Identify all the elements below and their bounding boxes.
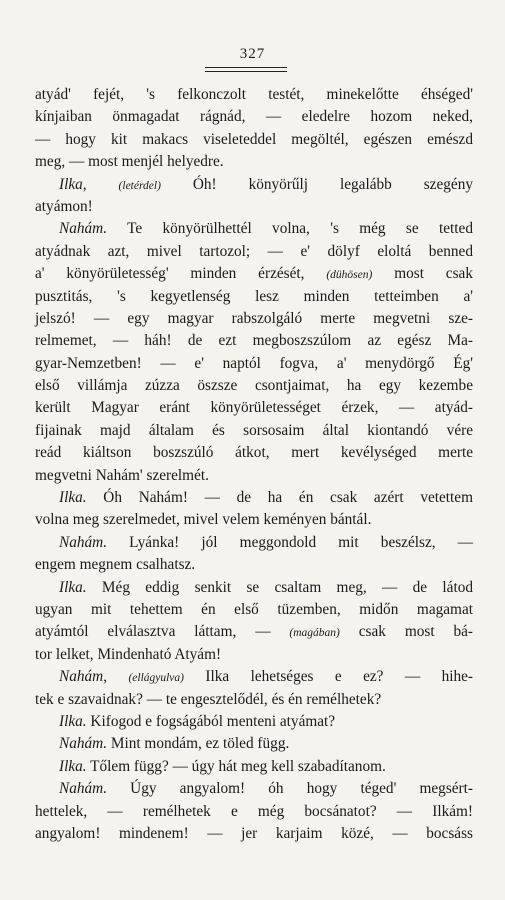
dialogue-text: most csak bbox=[372, 265, 473, 283]
speaker-name: Ilka. bbox=[59, 757, 87, 775]
text-line bbox=[35, 151, 473, 173]
text-line bbox=[35, 286, 473, 308]
text-line bbox=[35, 465, 473, 487]
dialogue-text: Óh! könyörűlj legalább szegény bbox=[160, 175, 473, 193]
stage-direction: (dühösen) bbox=[326, 269, 373, 282]
text-line bbox=[35, 397, 473, 419]
text-line bbox=[35, 599, 473, 621]
dialogue-text: gyar-Nemzetben! — e' naptól fogva, a' menydörgő Ég' bbox=[35, 354, 473, 372]
dialogue-text: engem megnem csalhatsz. bbox=[35, 556, 196, 574]
dialogue-text: Te könyörülhettél volna, 's még se tetted bbox=[107, 220, 473, 238]
dialogue-text: megvetni Nahám' szerelmét. bbox=[35, 466, 209, 484]
text-line bbox=[35, 308, 473, 330]
speaker-name: Nahám. bbox=[59, 533, 108, 551]
dialogue-text: fijainak majd általam és sorsosaim által kiontandó vére bbox=[35, 421, 473, 439]
speaker-name: Ilka. bbox=[59, 712, 87, 730]
text-line bbox=[35, 487, 473, 509]
dialogue-text: — hogy kit makacs viseleteddel megöltél, egészen emészd bbox=[35, 130, 473, 148]
dialogue-text: Ilka lehetséges e ez? — hihe- bbox=[184, 668, 473, 686]
text-line bbox=[35, 353, 473, 375]
stage-direction: (ellágyulva) bbox=[128, 672, 184, 685]
text-line bbox=[35, 330, 473, 352]
text-line bbox=[35, 801, 473, 823]
text-line bbox=[35, 129, 473, 151]
dialogue-text: első villámja zúzza öszsze csontjaimat, ha egy kezembe bbox=[35, 377, 473, 395]
text-line bbox=[35, 711, 473, 733]
dialogue-text: Lyánka! jól meggondold mit beszélsz, — bbox=[107, 533, 473, 551]
dialogue-text: atyámon! bbox=[35, 197, 93, 215]
dialogue-text: a' könyörületesség' minden érzését, bbox=[35, 265, 327, 283]
text-line bbox=[35, 666, 473, 688]
dialogue-text: Úgy angyalom! óh hogy téged' megsért- bbox=[107, 780, 473, 798]
dialogue-text: jelszó! — egy magyar rabszolgáló merte megvetni sze- bbox=[35, 309, 473, 327]
text-line bbox=[35, 442, 473, 464]
text-line bbox=[35, 733, 473, 755]
speaker-name: Nahám, bbox=[59, 668, 129, 686]
dialogue-text: került Magyar eránt könyörületességet érzek, — atyád- bbox=[35, 399, 473, 417]
dialogue-text: kínjaiban önmagadat rágnád, — eledelre hozom neked, bbox=[35, 108, 473, 126]
text-line bbox=[35, 823, 473, 845]
text-line bbox=[35, 532, 473, 554]
dialogue-text: Még eddig senkit se csaltam meg, — de látod bbox=[86, 578, 473, 596]
dialogue-text: hettelek, — remélhetek e még bocsánatot? — Ilkám! bbox=[35, 802, 473, 820]
dialogue-text: Óh Nahám! — de ha én csak azért vetettem bbox=[86, 489, 473, 507]
dialogue-text: Mint mondám, ez töled függ. bbox=[107, 735, 290, 753]
text-line bbox=[35, 621, 473, 643]
text-line bbox=[35, 241, 473, 263]
text-line bbox=[35, 644, 473, 666]
header-rule-thin bbox=[205, 71, 287, 72]
dialogue-text: tek e szavaidnak? — te engesztelődél, és én remélhetek? bbox=[35, 690, 382, 708]
dialogue-text: volna meg szerelmedet, mivel velem keményen bántál. bbox=[35, 511, 372, 529]
dialogue-text: atyád' fejét, 's felkonczolt testét, minekelőtte éhséged' bbox=[35, 86, 473, 103]
dialogue-text: Kifogod e fogságából menteni atyámat? bbox=[86, 712, 336, 730]
text-line bbox=[35, 689, 473, 711]
text-line bbox=[35, 218, 473, 240]
text-line bbox=[35, 84, 473, 106]
speaker-name: Ilka. bbox=[59, 489, 87, 507]
dialogue-text: relmemet, — háh! de ezt megboszszúlom az egész Ma- bbox=[35, 332, 473, 350]
stage-direction: (magában) bbox=[289, 627, 340, 640]
dialogue-text: meg, — most menjél helyedre. bbox=[35, 153, 224, 171]
text-line bbox=[35, 106, 473, 128]
text-line bbox=[35, 420, 473, 442]
play-text bbox=[35, 84, 473, 845]
dialogue-text: reád kiáltson boszszúló átkot, mert kevélységed merte bbox=[35, 444, 473, 462]
header-rule bbox=[205, 67, 287, 68]
speaker-name: Nahám. bbox=[59, 735, 108, 753]
dialogue-text: Tőlem függ? — úgy hát meg kell szabadítanom. bbox=[86, 757, 386, 775]
speaker-name: Ilka, bbox=[59, 175, 119, 193]
speaker-name: Nahám. bbox=[59, 220, 108, 238]
text-line bbox=[35, 375, 473, 397]
dialogue-text: tor lelket, Mindenható Atyám! bbox=[35, 645, 222, 663]
text-line bbox=[35, 263, 473, 285]
page-number: 327 bbox=[239, 46, 266, 62]
text-line bbox=[35, 509, 473, 531]
dialogue-text: csak most bá- bbox=[339, 623, 473, 641]
dialogue-text: ugyan mit tehettem én első tüzemben, midőn magamat bbox=[35, 600, 473, 618]
text-line bbox=[35, 756, 473, 778]
stage-direction: (letérdel) bbox=[118, 179, 161, 192]
dialogue-text: angyalom! mindenem! — jer karjaim közé, — bocsáss bbox=[35, 824, 473, 842]
dialogue-text: pusztitás, 's kegyetlenség lesz minden tetteimben a' bbox=[35, 287, 473, 305]
speaker-name: Ilka. bbox=[59, 578, 87, 596]
speaker-name: Nahám. bbox=[59, 780, 108, 798]
text-line bbox=[35, 174, 473, 196]
dialogue-text: atyámtól elválasztva láttam, — bbox=[35, 623, 290, 641]
dialogue-text: atyádnak azt, mivel tartozol; — e' dölyf eloltá benned bbox=[35, 242, 473, 260]
text-line bbox=[35, 577, 473, 599]
text-line bbox=[35, 196, 473, 218]
text-line bbox=[35, 554, 473, 576]
text-line bbox=[35, 778, 473, 800]
